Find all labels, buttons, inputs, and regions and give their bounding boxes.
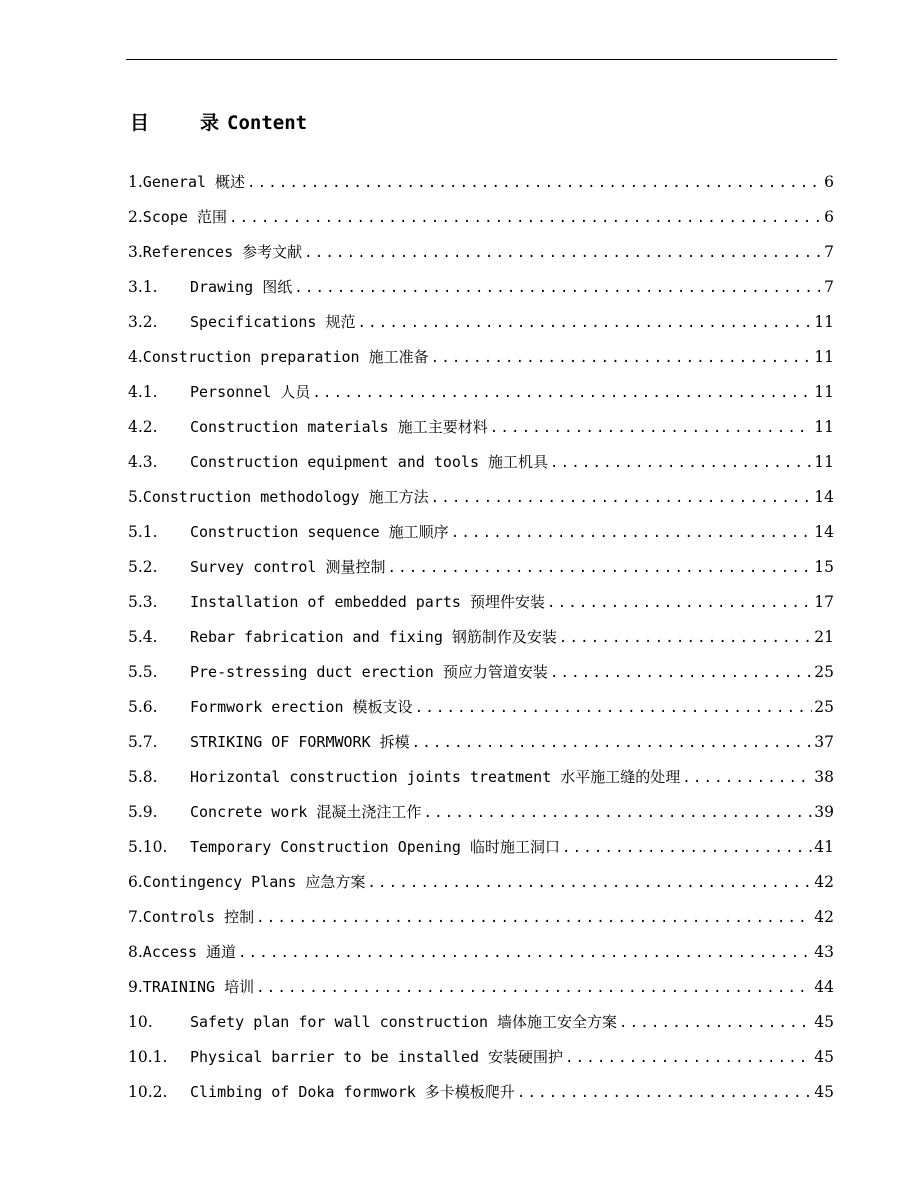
toc-entry-title: General 概述 — [142, 173, 246, 191]
heading-cn-right: 录 — [200, 112, 220, 134]
dot-leader — [565, 1044, 812, 1072]
toc-entry[interactable] — [128, 168, 834, 203]
dot-leader — [431, 344, 813, 372]
toc-entry-title: Climbing of Doka formwork 多卡模板爬升 — [190, 1083, 515, 1101]
toc-entry-title: Safety plan for wall construction 墙体施工安全方案 — [190, 1013, 618, 1031]
toc-entry-page: 6 — [824, 173, 834, 191]
toc-entry[interactable] — [128, 448, 834, 483]
toc-entry-title: Drawing 图纸 — [190, 278, 293, 296]
dot-leader — [357, 309, 812, 337]
toc-entry-number: 9. — [128, 978, 143, 996]
toc-entry-title: Construction equipment and tools 施工机具 — [190, 453, 549, 471]
toc-entry-title: Physical barrier to be installed 安装硬围护 — [190, 1048, 564, 1066]
toc-entry-page: 15 — [814, 558, 834, 576]
toc-entry-number: 5.5. — [128, 663, 158, 681]
dot-leader — [412, 729, 813, 757]
dot-leader — [559, 624, 812, 652]
toc-heading — [130, 108, 307, 135]
toc-entry[interactable] — [128, 378, 834, 413]
toc-entry-page: 6 — [824, 208, 834, 226]
toc-entry-number: 4.1. — [128, 383, 158, 401]
toc-entry-number: 5.6. — [128, 698, 158, 716]
toc-entry-page: 14 — [814, 523, 834, 541]
toc-entry-page: 7 — [824, 243, 834, 261]
toc-entry-title: Controls 控制 — [142, 908, 255, 926]
toc-entry-title: STRIKING OF FORMWORK 拆模 — [190, 733, 410, 751]
toc-entry-page: 44 — [814, 978, 834, 996]
toc-entry[interactable] — [128, 273, 834, 308]
toc-entry-title: Contingency Plans 应急方案 — [142, 873, 366, 891]
toc-entry-page: 11 — [814, 313, 834, 331]
toc-entry-number: 4. — [128, 348, 143, 366]
toc-entry-page: 21 — [814, 628, 834, 646]
dot-leader — [682, 764, 812, 792]
toc-entry-number: 5.4. — [128, 628, 158, 646]
toc-entry-number: 1. — [128, 173, 143, 191]
toc-entry[interactable] — [128, 623, 834, 658]
toc-entry-title: Survey control 测量控制 — [190, 558, 386, 576]
toc-entry-page: 42 — [814, 873, 834, 891]
toc-entry[interactable] — [128, 903, 834, 938]
toc-entry-number: 3. — [128, 243, 143, 261]
dot-leader — [304, 239, 822, 267]
toc-entry[interactable] — [128, 763, 834, 798]
toc-entry[interactable] — [128, 343, 834, 378]
toc-entry[interactable] — [128, 518, 834, 553]
toc-entry-number: 5.2. — [128, 558, 158, 576]
toc-entry-title: Formwork erection 模板支设 — [190, 698, 413, 716]
toc-entry-number: 10. — [128, 1013, 153, 1031]
toc-entry-page: 45 — [814, 1083, 834, 1101]
toc-entry-number: 4.2. — [128, 418, 158, 436]
dot-leader — [562, 834, 812, 862]
dot-leader — [550, 449, 812, 477]
toc-entry-page: 39 — [814, 803, 834, 821]
toc-entry-page: 43 — [814, 943, 834, 961]
dot-leader — [238, 939, 812, 967]
toc-entry-page: 11 — [814, 418, 834, 436]
toc-entry-number: 10.1. — [128, 1048, 168, 1066]
toc-entry[interactable] — [128, 1043, 834, 1078]
toc-entry-title: Installation of embedded parts 预埋件安装 — [190, 593, 545, 611]
dot-leader — [550, 659, 812, 687]
toc-entry-page: 11 — [814, 453, 834, 471]
toc-entry-title: TRAINING 培训 — [142, 978, 255, 996]
toc-entry-number: 5.8. — [128, 768, 158, 786]
toc-entry-number: 7. — [128, 908, 143, 926]
toc-entry[interactable] — [128, 553, 834, 588]
toc-entry-title: Access 通道 — [142, 943, 237, 961]
toc-entry-title: Construction methodology 施工方法 — [142, 488, 429, 506]
table-of-contents — [128, 168, 834, 1113]
dot-leader — [451, 519, 813, 547]
heading-cn-left: 目 — [130, 112, 150, 134]
dot-leader — [247, 169, 822, 197]
toc-entry-title: Construction sequence 施工顺序 — [190, 523, 449, 541]
dot-leader — [387, 554, 812, 582]
dot-leader — [294, 274, 822, 302]
toc-entry-title: Personnel 人员 — [190, 383, 311, 401]
toc-entry-number: 5.9. — [128, 803, 158, 821]
toc-entry-number: 3.2. — [128, 313, 158, 331]
dot-leader — [367, 869, 812, 897]
dot-leader — [229, 204, 822, 232]
toc-entry-page: 25 — [814, 663, 834, 681]
toc-entry-number: 4.3. — [128, 453, 158, 471]
dot-leader — [256, 904, 812, 932]
toc-entry-page: 37 — [814, 733, 834, 751]
toc-entry[interactable] — [128, 308, 834, 343]
toc-entry[interactable] — [128, 238, 834, 273]
toc-entry-number: 5. — [128, 488, 143, 506]
dot-leader — [256, 974, 812, 1002]
toc-entry-page: 17 — [814, 593, 834, 611]
toc-entry-number: 5.3. — [128, 593, 158, 611]
toc-entry-number: 8. — [128, 943, 143, 961]
toc-entry-number: 5.1. — [128, 523, 158, 541]
toc-entry[interactable] — [128, 833, 834, 868]
toc-entry[interactable] — [128, 413, 834, 448]
toc-entry-number: 5.10. — [128, 838, 168, 856]
toc-entry-title: Horizontal construction joints treatment 水平施工缝的处理 — [190, 768, 681, 786]
toc-entry-title: Scope 范围 — [142, 208, 227, 226]
toc-entry-title: Construction preparation 施工准备 — [142, 348, 429, 366]
toc-entry-title: Rebar fabrication and fixing 钢筋制作及安装 — [190, 628, 557, 646]
dot-leader — [423, 799, 812, 827]
toc-entry[interactable] — [128, 938, 834, 973]
toc-entry-title: Pre-stressing duct erection 预应力管道安装 — [190, 663, 548, 681]
toc-entry[interactable] — [128, 868, 834, 903]
toc-entry-page: 11 — [814, 348, 834, 366]
toc-entry-page: 25 — [814, 698, 834, 716]
toc-entry-page: 7 — [824, 278, 834, 296]
toc-entry-title: Specifications 规范 — [190, 313, 356, 331]
toc-entry[interactable] — [128, 1078, 834, 1113]
toc-entry[interactable] — [128, 798, 834, 833]
heading-en: Content — [227, 112, 308, 134]
toc-entry-page: 14 — [814, 488, 834, 506]
toc-entry[interactable] — [128, 483, 834, 518]
toc-entry-number: 10.2. — [128, 1083, 168, 1101]
dot-leader — [547, 589, 812, 617]
toc-entry-number: 2. — [128, 208, 143, 226]
toc-entry[interactable] — [128, 973, 834, 1008]
toc-entry-page: 38 — [814, 768, 834, 786]
toc-entry-page: 41 — [814, 838, 834, 856]
header-rule — [126, 59, 837, 60]
toc-entry-page: 11 — [814, 383, 834, 401]
dot-leader — [517, 1079, 812, 1107]
toc-entry-page: 42 — [814, 908, 834, 926]
toc-entry[interactable] — [128, 693, 834, 728]
toc-entry-number: 5.7. — [128, 733, 158, 751]
toc-entry-title: References 参考文献 — [142, 243, 303, 261]
toc-entry[interactable] — [128, 203, 834, 238]
toc-entry[interactable] — [128, 1008, 834, 1043]
dot-leader — [431, 484, 813, 512]
toc-entry[interactable] — [128, 658, 834, 693]
toc-entry-title: Construction materials 施工主要材料 — [190, 418, 488, 436]
dot-leader — [490, 414, 813, 442]
toc-entry-number: 6. — [128, 873, 143, 891]
toc-entry-title: Temporary Construction Opening 临时施工洞口 — [190, 838, 560, 856]
toc-entry-page: 45 — [814, 1048, 834, 1066]
toc-entry[interactable] — [128, 728, 834, 763]
toc-entry-number: 3.1. — [128, 278, 158, 296]
dot-leader — [415, 694, 813, 722]
toc-entry-page: 45 — [814, 1013, 834, 1031]
dot-leader — [619, 1009, 812, 1037]
dot-leader — [312, 379, 812, 407]
toc-entry[interactable] — [128, 588, 834, 623]
toc-entry-title: Concrete work 混凝土浇注工作 — [190, 803, 422, 821]
